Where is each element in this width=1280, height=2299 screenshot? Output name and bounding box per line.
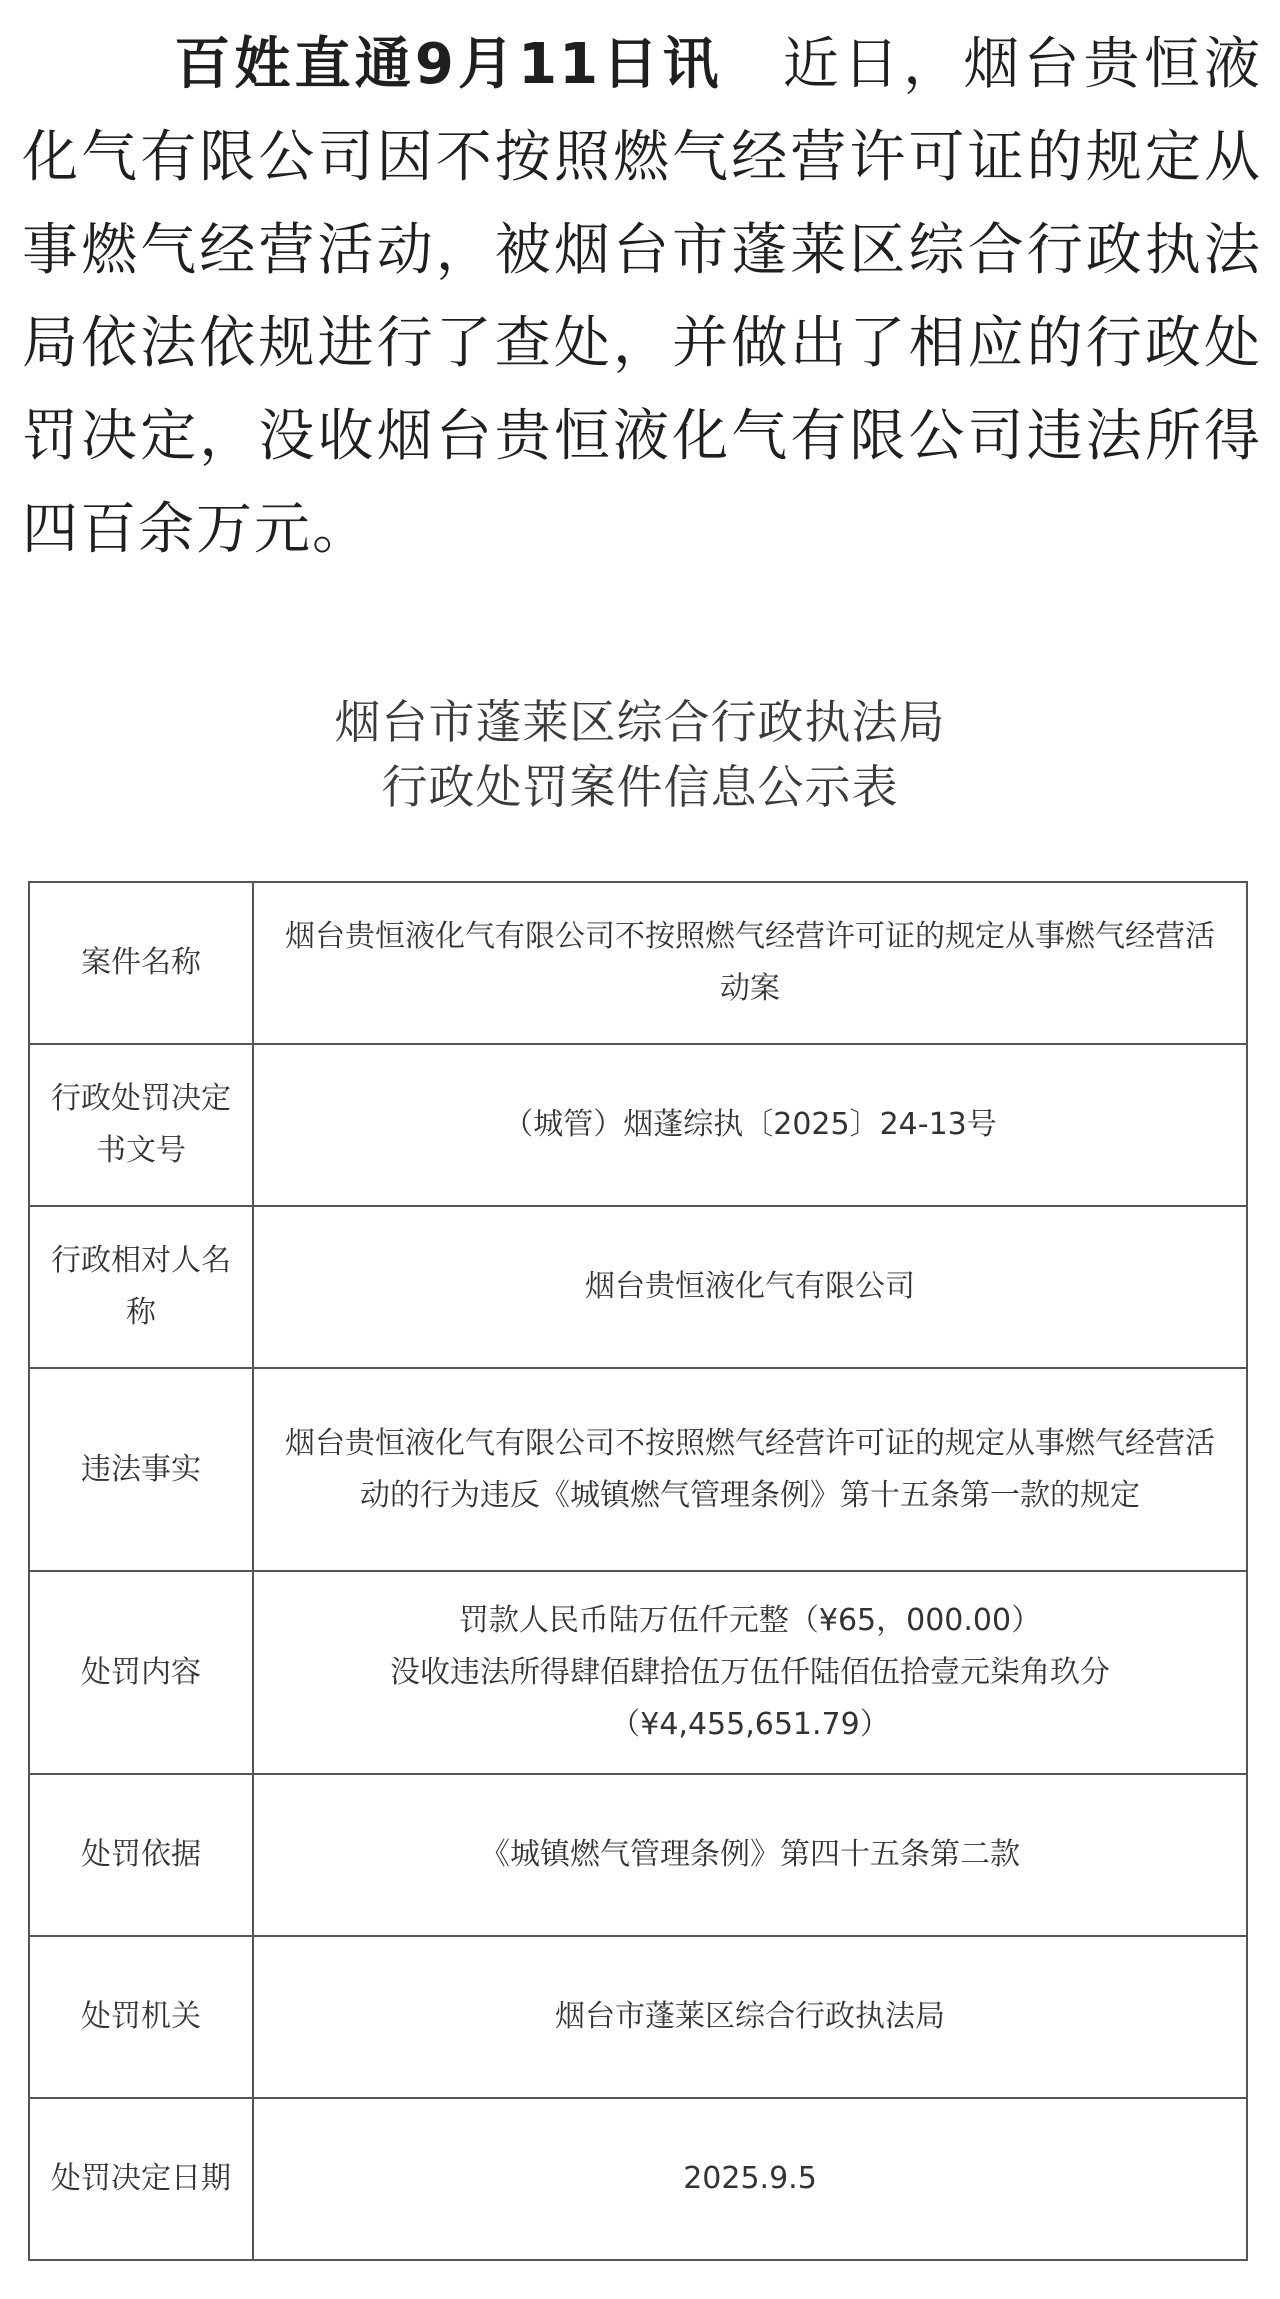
table-row-penalty-content (29, 1571, 1247, 1774)
table-row-violation-facts (29, 1368, 1247, 1571)
table-row-penalty-basis (29, 1774, 1247, 1936)
article-dateline: 百姓直通9月11日讯 (172, 32, 723, 97)
row-value: 烟台贵恒液化气有限公司不按照燃气经营许可证的规定从事燃气经营活动的行为违反《城镇燃气管理条例》第十五条第一款的规定 (253, 1368, 1247, 1571)
table-row-penalty-authority (29, 1936, 1247, 2098)
row-label: 处罚内容 (29, 1571, 253, 1774)
article-paragraph (22, 18, 1262, 576)
table-row-party-name (29, 1206, 1247, 1368)
row-label: 行政相对人名称 (29, 1206, 253, 1368)
notice-title-line1: 烟台市蓬莱区综合行政执法局 (334, 695, 946, 749)
table-row-case-name (29, 882, 1247, 1044)
row-label: 处罚依据 (29, 1774, 253, 1936)
table-row-decision-date (29, 2098, 1247, 2260)
row-value: 烟台贵恒液化气有限公司不按照燃气经营许可证的规定从事燃气经营活动案 (253, 882, 1247, 1044)
table-row-decision-number (29, 1044, 1247, 1206)
article-body: 近日，烟台贵恒液化气有限公司因不按照燃气经营许可证的规定从事燃气经营活动，被烟台市蓬莱区综合行政执法局依法依规进行了查处，并做出了相应的行政处罚决定，没收烟台贵恒液化气有限公司违法所得四百余万元。 (22, 32, 1262, 562)
row-value: 2025.9.5 (253, 2098, 1247, 2260)
row-value: （城管）烟蓬综执〔2025〕24-13号 (253, 1044, 1247, 1206)
row-label: 违法事实 (29, 1368, 253, 1571)
notice-title-line2: 行政处罚案件信息公示表 (381, 760, 899, 814)
row-label: 处罚决定日期 (29, 2098, 253, 2260)
row-label: 行政处罚决定书文号 (29, 1044, 253, 1206)
row-label: 案件名称 (29, 882, 253, 1044)
row-label: 处罚机关 (29, 1936, 253, 2098)
penalty-confiscation-line: 没收违法所得肆佰肆拾伍万伍仟陆佰伍拾壹元柒角玖分 (390, 1654, 1110, 1690)
row-value: 《城镇燃气管理条例》第四十五条第二款 (253, 1774, 1247, 1936)
penalty-info-table (28, 881, 1248, 2261)
penalty-fine-line: 罚款人民币陆万伍仟元整（¥65，000.00） (458, 1602, 1042, 1638)
row-value: 烟台市蓬莱区综合行政执法局 (253, 1936, 1247, 2098)
notice-title (0, 690, 1280, 820)
row-value (253, 1571, 1247, 1774)
penalty-confiscation-amount: （¥4,455,651.79） (610, 1706, 890, 1742)
row-value: 烟台贵恒液化气有限公司 (253, 1206, 1247, 1368)
